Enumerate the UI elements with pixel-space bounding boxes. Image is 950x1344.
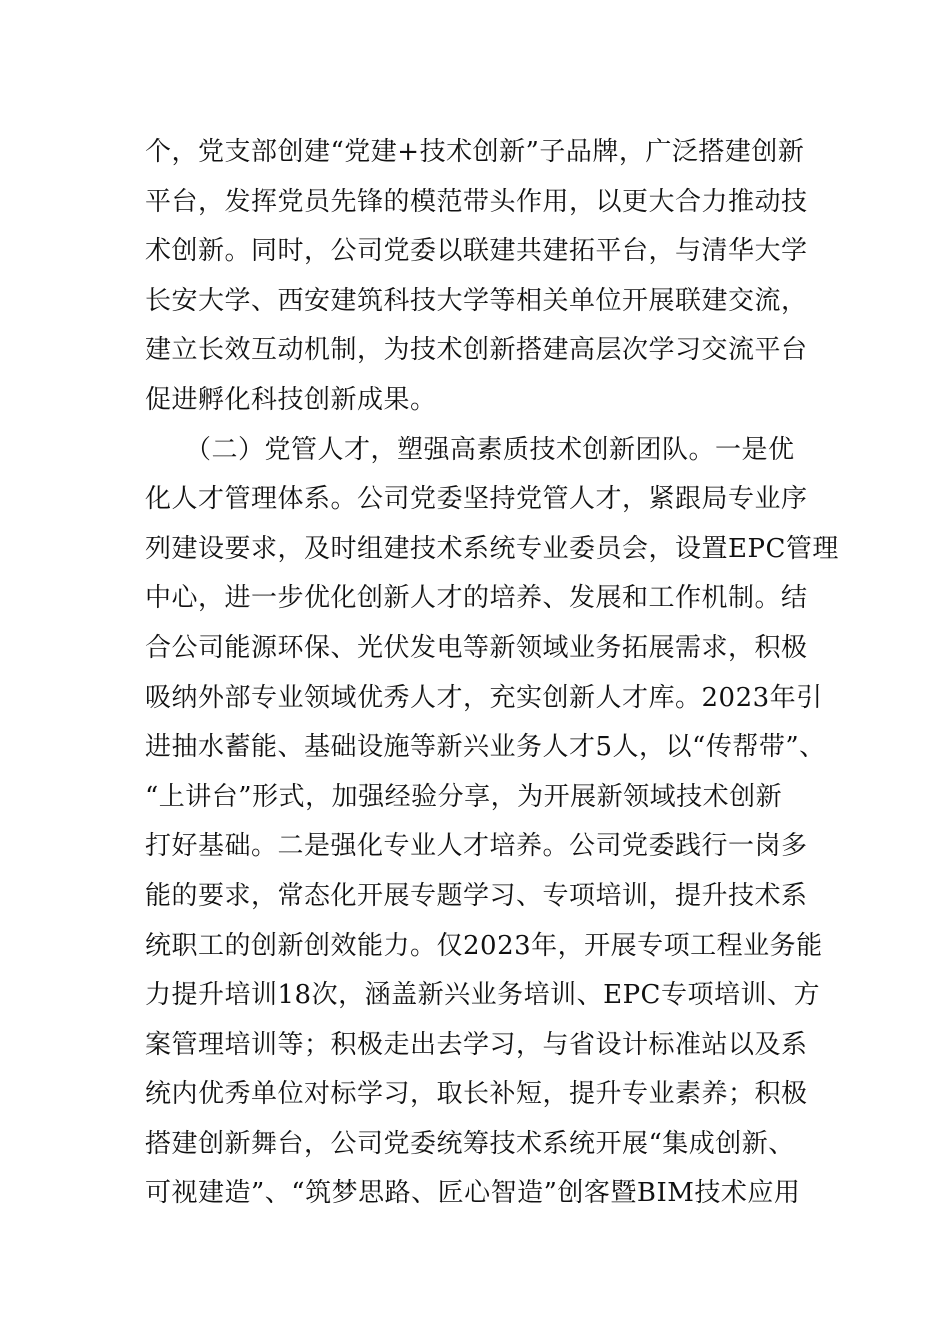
text-line: 建立长效互动机制，为技术创新搭建高层次学习交流平台	[145, 335, 808, 366]
text-line: 列建设要求，及时组建技术系统专业委员会，设置EPC管理	[145, 533, 839, 564]
body-text	[145, 128, 839, 1219]
text-line: 吸纳外部专业领域优秀人才，充实创新人才库。2023年引	[145, 682, 823, 713]
text-line: 力提升培训18次，涵盖新兴业务培训、EPC专项培训、方	[145, 980, 820, 1011]
text-line: 进抽水蓄能、基础设施等新兴业务人才5人，以“传帮带”、	[145, 732, 826, 763]
text-line: 能的要求，常态化开展专题学习、专项培训，提升技术系	[145, 880, 808, 911]
text-line: 合公司能源环保、光伏发电等新领域业务拓展需求，积极	[145, 632, 808, 663]
text-line: 术创新。同时，公司党委以联建共建拓平台，与清华大学	[145, 236, 808, 267]
text-line: 个，党支部创建“党建+技术创新”子品牌，广泛搭建创新	[145, 137, 805, 167]
text-line: 可视建造”、“筑梦思路、匠心智造”创客暨BIM技术应用	[145, 1178, 801, 1209]
text-line: 案管理培训等；积极走出去学习，与省设计标准站以及系	[145, 1029, 808, 1060]
text-line: 平台，发挥党员先锋的模范带头作用，以更大合力推动技	[145, 186, 808, 217]
text-line: 统职工的创新创效能力。仅2023年，开展专项工程业务能	[145, 930, 823, 961]
section-heading-line: （二）党管人才，塑强高素质技术创新团队。一是优	[145, 434, 795, 465]
text-line: 长安大学、西安建筑科技大学等相关单位开展联建交流，	[145, 285, 808, 316]
text-line: 统内优秀单位对标学习，取长补短，提升专业素养；积极	[145, 1079, 808, 1110]
text-line: 化人才管理体系。公司党委坚持党管人才，紧跟局专业序	[145, 484, 808, 515]
text-line: 打好基础。二是强化专业人才培养。公司党委践行一岗多	[145, 831, 808, 862]
text-line: 促进孵化科技创新成果。	[145, 384, 437, 415]
text-line: “上讲台”形式，加强经验分享，为开展新领域技术创新	[145, 781, 783, 812]
text-line: 搭建创新舞台，公司党委统筹技术系统开展“集成创新、	[145, 1128, 795, 1159]
text-line: 中心，进一步优化创新人才的培养、发展和工作机制。结	[145, 583, 808, 614]
